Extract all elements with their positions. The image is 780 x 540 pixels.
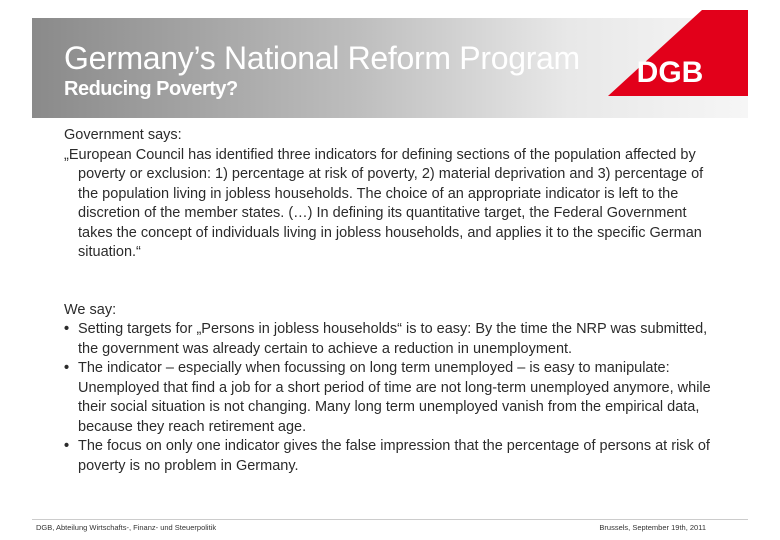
footer-divider [32,519,748,520]
logo-text: DGB [636,56,704,89]
slide-content [64,126,724,476]
bullet-item: • Setting targets for „Persons in jobless households“ is to easy: By the time the NRP was submitted, the government was already certain to achieve a reduction in unemployment. [64,320,724,359]
government-quote: „European Council has identified three indicators for defining sections of the population affected by poverty or exclusion: 1) percentage at risk of poverty, 2) material deprivation and 3) percentage of the population living in jobless households. The choice of an appropriate indicator is left to the discretion of the member states. (…) In defining its quantitative target, the Federal Government takes the concept of individuals living in jobless households, and applies it to the specific German situation.“ [64,146,704,260]
footer-date: Brussels, September 19th, 2011 [599,523,706,532]
section-spacer [64,263,724,301]
bullet-item: • The focus on only one indicator gives the false impression that the percentage of persons at risk of poverty is no problem in Germany. [64,437,724,476]
bullet-item: • The indicator – especially when focussing on long term unemployed – is easy to manipulate: Unemployed that find a job for a short period of time are not long-term unemployed anymore, while their social situation is not changing. Many long term unemployed vanish from the empirical data, because they reach retirement age. [64,359,724,437]
union-heading: We say: [64,301,117,318]
slide-title: Germany’s National Reform Program [64,40,580,76]
slide-subtitle: Reducing Poverty? [64,78,238,100]
footer-department: DGB, Abteilung Wirtschafts-, Finanz- und Steuerpolitik [36,523,217,532]
dgb-logo [606,8,750,98]
union-bullet-list [64,320,724,476]
government-heading: Government says: [64,127,182,143]
